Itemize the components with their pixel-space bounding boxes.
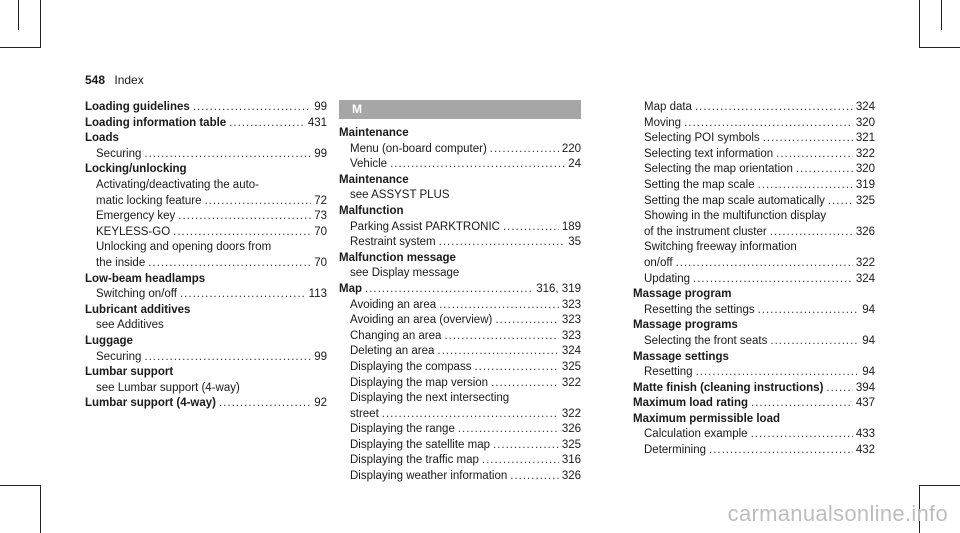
- page-reference[interactable]: 432: [855, 444, 875, 457]
- index-term: [85, 303, 327, 319]
- subentry-line: [339, 376, 581, 392]
- dot-leader: [495, 313, 558, 329]
- dot-leader: [758, 178, 853, 194]
- index-subentry: [633, 365, 875, 381]
- subentry-line: Showing in the multifunction display: [644, 210, 827, 223]
- index-term: [633, 381, 875, 397]
- index-term-text: Resetting the settings: [644, 303, 755, 316]
- index-term-text: Switching on/off: [96, 288, 177, 301]
- index-subentry: [339, 298, 581, 314]
- crop-mark: [919, 0, 920, 48]
- dot-leader: [444, 329, 558, 345]
- index-term-text: Displaying the range: [350, 423, 455, 436]
- index-subentry: [339, 438, 581, 454]
- page-reference[interactable]: 94: [862, 303, 875, 316]
- dot-leader: [758, 303, 860, 319]
- index-term-text: the inside: [96, 256, 146, 269]
- subentry-line: [339, 453, 581, 469]
- subentry-line: Switching freeway information: [644, 241, 797, 254]
- index-subentry: [633, 443, 875, 459]
- crop-mark: [919, 485, 960, 486]
- index-subentry: [85, 350, 327, 366]
- index-term: [339, 282, 581, 298]
- subentry-line: [339, 266, 581, 282]
- index-subentry: [339, 422, 581, 438]
- dot-leader: [365, 282, 533, 298]
- subentry-line: Displaying the next intersecting: [350, 392, 510, 405]
- dot-leader: [491, 376, 559, 392]
- dot-leader: [144, 147, 311, 163]
- dot-leader: [503, 220, 559, 236]
- page-reference[interactable]: 321: [855, 132, 875, 145]
- dot-leader: [382, 407, 559, 423]
- index-subentry: [633, 272, 875, 288]
- index-entry: [633, 350, 875, 381]
- page-reference[interactable]: 35: [568, 236, 581, 249]
- index-term-text: Restraint system: [350, 236, 436, 249]
- index-entry: [339, 204, 581, 251]
- page-reference[interactable]: 316, 319: [536, 282, 581, 295]
- crop-mark: [18, 0, 19, 30]
- index-term-text: Securing: [96, 350, 142, 363]
- index-term-text: Maximum permissible load: [633, 412, 780, 425]
- index-entry: [339, 126, 581, 173]
- page-reference[interactable]: 322: [561, 376, 581, 389]
- page-reference[interactable]: 324: [855, 101, 875, 113]
- page-reference[interactable]: 394: [855, 381, 875, 394]
- page-reference[interactable]: 326: [561, 470, 581, 483]
- subentry-line: [339, 188, 581, 204]
- index-subentry: [85, 318, 327, 334]
- crop-mark: [941, 0, 942, 30]
- dot-leader: [219, 396, 311, 412]
- index-term-text: Displaying weather information: [350, 470, 508, 483]
- index-term-text: Securing: [96, 147, 142, 160]
- subentry-line: [633, 443, 875, 459]
- index-term-text: Displaying the compass: [350, 360, 472, 373]
- index-term-text: Maintenance: [339, 127, 409, 139]
- page-reference[interactable]: 322: [855, 256, 875, 269]
- index-term-text: Locking/unlocking: [85, 163, 187, 176]
- index-term: [85, 396, 327, 412]
- index-subentry: [633, 334, 875, 350]
- index-subentry: [339, 235, 581, 251]
- page-reference[interactable]: 325: [561, 360, 581, 373]
- page-reference[interactable]: 322: [561, 407, 581, 420]
- index-subentry: [339, 220, 581, 236]
- subentry-line: [633, 100, 875, 116]
- dot-leader: [776, 147, 853, 163]
- dot-leader: [178, 209, 311, 225]
- page-reference[interactable]: 73: [314, 210, 327, 223]
- index-entry: [85, 272, 327, 303]
- page-reference[interactable]: 326: [855, 225, 875, 238]
- index-term-text: Resetting: [644, 366, 693, 379]
- section-letter-bar: M: [339, 100, 581, 119]
- dot-leader: [458, 422, 559, 438]
- crop-mark: [0, 485, 41, 486]
- index-term-text: Massage settings: [633, 350, 729, 363]
- index-term: [339, 173, 581, 189]
- page-reference[interactable]: 433: [855, 428, 875, 441]
- index-subentry: [85, 240, 327, 271]
- index-term-text: Maintenance: [339, 173, 409, 186]
- index-term-text: see Display message: [350, 267, 460, 280]
- index-term-text: KEYLESS-GO: [96, 225, 171, 238]
- page-reference[interactable]: 113: [308, 288, 327, 301]
- index-subentry: [633, 178, 875, 194]
- index-entry: [85, 162, 327, 271]
- index-entry: [85, 100, 327, 116]
- dot-leader: [390, 157, 565, 173]
- dot-leader: [229, 116, 305, 132]
- subentry-line: [633, 334, 875, 350]
- index-term-text: Map data: [644, 101, 692, 113]
- index-term-text: Maximum load rating: [633, 397, 749, 410]
- index-subentry: [339, 376, 581, 392]
- index-term: [633, 412, 875, 428]
- index-term-text: Loading information table: [85, 116, 227, 129]
- page-reference[interactable]: 323: [561, 329, 581, 342]
- index-entry: [633, 287, 875, 318]
- index-term: [339, 126, 581, 142]
- subentry-line: [633, 365, 875, 381]
- subentry-line: [85, 381, 327, 397]
- subentry-line: [85, 318, 327, 334]
- index-term-text: Moving: [644, 116, 682, 129]
- dot-leader: [493, 438, 559, 454]
- dot-leader: [696, 365, 860, 381]
- index-term-text: Deleting an area: [350, 345, 435, 358]
- index-term-text: Setting the map scale: [644, 178, 755, 191]
- index-column-right: [633, 100, 875, 459]
- index-subentry: [339, 344, 581, 360]
- dot-leader: [173, 225, 311, 241]
- subentry-line: [85, 194, 327, 210]
- index-entry: [85, 303, 327, 334]
- index-subentry: [633, 194, 875, 210]
- index-subentry: [633, 162, 875, 178]
- index-column-middle: [339, 100, 581, 485]
- index-entry: [339, 251, 581, 282]
- index-term-text: Luggage: [85, 334, 133, 347]
- subentry-line: [633, 427, 875, 443]
- page-reference[interactable]: 320: [855, 116, 875, 129]
- page-reference[interactable]: 72: [314, 194, 327, 207]
- index-term-text: Malfunction message: [339, 251, 456, 264]
- subentry-line: [633, 194, 875, 210]
- subentry-line: [85, 287, 327, 303]
- page-reference[interactable]: 99: [314, 101, 327, 113]
- index-subentry: [339, 360, 581, 376]
- index-term-text: see ASSYST PLUS: [350, 189, 450, 202]
- page-reference[interactable]: 437: [855, 397, 875, 410]
- subentry-line: [339, 235, 581, 251]
- subentry-line: [85, 209, 327, 225]
- subentry-line: [633, 303, 875, 319]
- index-entry: [85, 365, 327, 396]
- index-term-text: Map: [339, 282, 362, 295]
- crop-mark: [40, 485, 41, 533]
- dot-leader: [204, 194, 311, 210]
- index-subentry: [85, 381, 327, 397]
- index-subentry: [339, 391, 581, 422]
- page-reference[interactable]: 316: [561, 454, 581, 467]
- index-entry: [339, 173, 581, 204]
- dot-leader: [695, 100, 853, 116]
- index-term-text: Massage programs: [633, 319, 738, 332]
- index-subentry: [85, 178, 327, 209]
- index-term-text: see Additives: [96, 319, 164, 332]
- index-term-text: matic locking feature: [96, 194, 202, 207]
- subentry-line: [633, 131, 875, 147]
- index-subentry: [339, 469, 581, 485]
- index-term-text: Selecting text information: [644, 147, 774, 160]
- index-term-text: Changing an area: [350, 329, 442, 342]
- subentry-line: [633, 256, 875, 272]
- index-subentry: [633, 427, 875, 443]
- index-subentry: [339, 453, 581, 469]
- index-term-text: Calculation example: [644, 428, 748, 441]
- dot-leader: [180, 287, 306, 303]
- index-subentry: [85, 209, 327, 225]
- page-reference[interactable]: 70: [314, 256, 327, 269]
- dot-leader: [693, 272, 853, 288]
- index-subentry: [339, 313, 581, 329]
- dot-leader: [751, 427, 853, 443]
- index-entry: [85, 396, 327, 412]
- index-term-text: Avoiding an area: [350, 298, 437, 311]
- index-term-text: Updating: [644, 272, 691, 285]
- index-term-text: Displaying the traffic map: [350, 454, 479, 467]
- index-subentry: [633, 240, 875, 271]
- index-term-text: Selecting the front seats: [644, 334, 768, 347]
- index-term-text: Displaying the satellite map: [350, 438, 490, 451]
- dot-leader: [763, 131, 853, 147]
- index-term-text: Massage program: [633, 288, 732, 301]
- dot-leader: [193, 100, 311, 116]
- index-term-text: Parking Assist PARKTRONIC: [350, 220, 500, 233]
- page-reference[interactable]: 325: [561, 438, 581, 451]
- index-term-text: street: [350, 407, 379, 420]
- index-term-text: Loading guidelines: [85, 101, 190, 113]
- dot-leader: [437, 344, 558, 360]
- subentry-line: [633, 272, 875, 288]
- index-term-text: see Lumbar support (4-way): [96, 381, 240, 394]
- subentry-line: Unlocking and opening doors from: [96, 241, 272, 254]
- subentry-line: [339, 344, 581, 360]
- page-reference[interactable]: 92: [314, 397, 327, 410]
- index-term-text: Lumbar support: [85, 366, 174, 379]
- subentry-line: [339, 469, 581, 485]
- subentry-line: [339, 422, 581, 438]
- index-subentry: [633, 116, 875, 132]
- page-reference[interactable]: 326: [561, 423, 581, 436]
- index-column-left: [85, 100, 327, 412]
- dot-leader: [144, 350, 311, 366]
- index-term-text: Avoiding an area (overview): [350, 314, 493, 327]
- index-subentry: [339, 142, 581, 158]
- index-term-text: on/off: [644, 256, 673, 269]
- page-number: 548: [85, 73, 106, 87]
- index-term: [633, 318, 875, 334]
- index-term-text: Vehicle: [350, 158, 388, 171]
- subentry-line: [633, 178, 875, 194]
- page-reference[interactable]: 94: [862, 334, 875, 347]
- index-term: [633, 350, 875, 366]
- dot-leader: [474, 360, 558, 376]
- index-entry: [633, 396, 875, 412]
- page-reference[interactable]: 189: [561, 220, 581, 233]
- index-term: [85, 162, 327, 178]
- index-term: [85, 116, 327, 132]
- index-subentry: [85, 225, 327, 241]
- page-reference[interactable]: 323: [561, 298, 581, 311]
- subentry-line: [339, 313, 581, 329]
- index-term-text: Malfunction: [339, 204, 404, 217]
- page-reference[interactable]: 94: [862, 366, 875, 379]
- index-entry: [633, 318, 875, 349]
- index-entry: [633, 412, 875, 459]
- dot-leader: [676, 256, 853, 272]
- watermark: carmanualsonline.info: [727, 501, 948, 526]
- page-reference[interactable]: 325: [855, 194, 875, 207]
- dot-leader: [770, 334, 859, 350]
- index-term: [85, 100, 327, 116]
- index-subentry: [339, 329, 581, 345]
- subentry-line: [633, 116, 875, 132]
- subentry-line: [339, 220, 581, 236]
- dot-leader: [482, 453, 559, 469]
- dot-leader: [709, 443, 853, 459]
- index-term-text: Low-beam headlamps: [85, 272, 206, 285]
- crop-mark: [40, 0, 41, 48]
- index-term-text: Menu (on-board computer): [350, 142, 487, 155]
- index-term-text: Loads: [85, 132, 119, 145]
- index-subentry: [633, 147, 875, 163]
- index-subentry: [633, 209, 875, 240]
- dot-leader: [439, 235, 566, 251]
- index-term: [85, 272, 327, 288]
- subentry-line: [85, 225, 327, 241]
- subentry-line: [339, 438, 581, 454]
- page-reference[interactable]: 220: [561, 142, 581, 155]
- subentry-line: [85, 350, 327, 366]
- page-reference[interactable]: 324: [561, 345, 581, 358]
- page-reference[interactable]: 322: [855, 147, 875, 160]
- index-entry: [85, 334, 327, 365]
- page-reference[interactable]: 319: [855, 178, 875, 191]
- index-term: [85, 334, 327, 350]
- page-reference[interactable]: 24: [568, 158, 581, 171]
- index-entry: [339, 282, 581, 485]
- crop-mark: [0, 47, 41, 48]
- index-entry: [85, 131, 327, 162]
- subentry-line: [85, 147, 327, 163]
- subentry-line: [633, 225, 875, 241]
- subentry-line: [633, 147, 875, 163]
- index-term-text: Determining: [644, 444, 706, 457]
- index-entry: [85, 116, 327, 132]
- dot-leader: [796, 162, 853, 178]
- page-header: [85, 73, 144, 87]
- index-term-text: Selecting POI symbols: [644, 132, 760, 145]
- index-subentry: [339, 157, 581, 173]
- index-term-text: Matte finish (cleaning instructions): [633, 381, 824, 394]
- dot-leader: [510, 469, 559, 485]
- index-term-text: Lubricant additives: [85, 303, 191, 316]
- index-subentry: [85, 287, 327, 303]
- page-reference[interactable]: 323: [561, 314, 581, 327]
- index-subentry: [339, 266, 581, 282]
- index-entry: [633, 100, 875, 287]
- subentry-line: [339, 329, 581, 345]
- index-term: [85, 365, 327, 381]
- index-term-text: Emergency key: [96, 210, 176, 223]
- section-title: Index: [114, 73, 144, 87]
- page-reference[interactable]: 70: [314, 225, 327, 238]
- index-subentry: [85, 147, 327, 163]
- index-term-text: Selecting the map orientation: [644, 163, 793, 176]
- index-subentry: [633, 303, 875, 319]
- index-term: [633, 396, 875, 412]
- subentry-line: [339, 360, 581, 376]
- subentry-line: Activating/deactivating the auto-: [96, 178, 260, 191]
- dot-leader: [490, 142, 559, 158]
- dot-leader: [826, 381, 852, 397]
- dot-leader: [148, 256, 311, 272]
- subentry-line: [339, 157, 581, 173]
- subentry-line: [339, 142, 581, 158]
- page-reference[interactable]: 99: [314, 350, 327, 363]
- subentry-line: [339, 298, 581, 314]
- index-entry: [633, 381, 875, 397]
- page-reference[interactable]: 99: [314, 147, 327, 160]
- subentry-line: [339, 407, 581, 423]
- index-subentry: [339, 188, 581, 204]
- index-term: [339, 251, 581, 267]
- dot-leader: [770, 225, 853, 241]
- index-subentry: [633, 131, 875, 147]
- dot-leader: [684, 116, 853, 132]
- subentry-line: [633, 162, 875, 178]
- page-reference[interactable]: 431: [307, 116, 327, 129]
- subentry-line: [85, 256, 327, 272]
- index-term: [633, 287, 875, 303]
- crop-mark: [919, 47, 960, 48]
- index-term-text: Lumbar support (4-way): [85, 397, 216, 410]
- page-reference[interactable]: 324: [855, 272, 875, 285]
- dot-leader: [828, 194, 853, 210]
- dot-leader: [439, 298, 559, 314]
- page-reference[interactable]: 320: [855, 163, 875, 176]
- index-term-text: Displaying the map version: [350, 376, 489, 389]
- index-term-text: of the instrument cluster: [644, 225, 767, 238]
- dot-leader: [751, 396, 853, 412]
- index-subentry: [633, 100, 875, 116]
- index-term: [85, 131, 327, 147]
- index-term: [339, 204, 581, 220]
- index-term-text: Setting the map scale automatically: [644, 194, 825, 207]
